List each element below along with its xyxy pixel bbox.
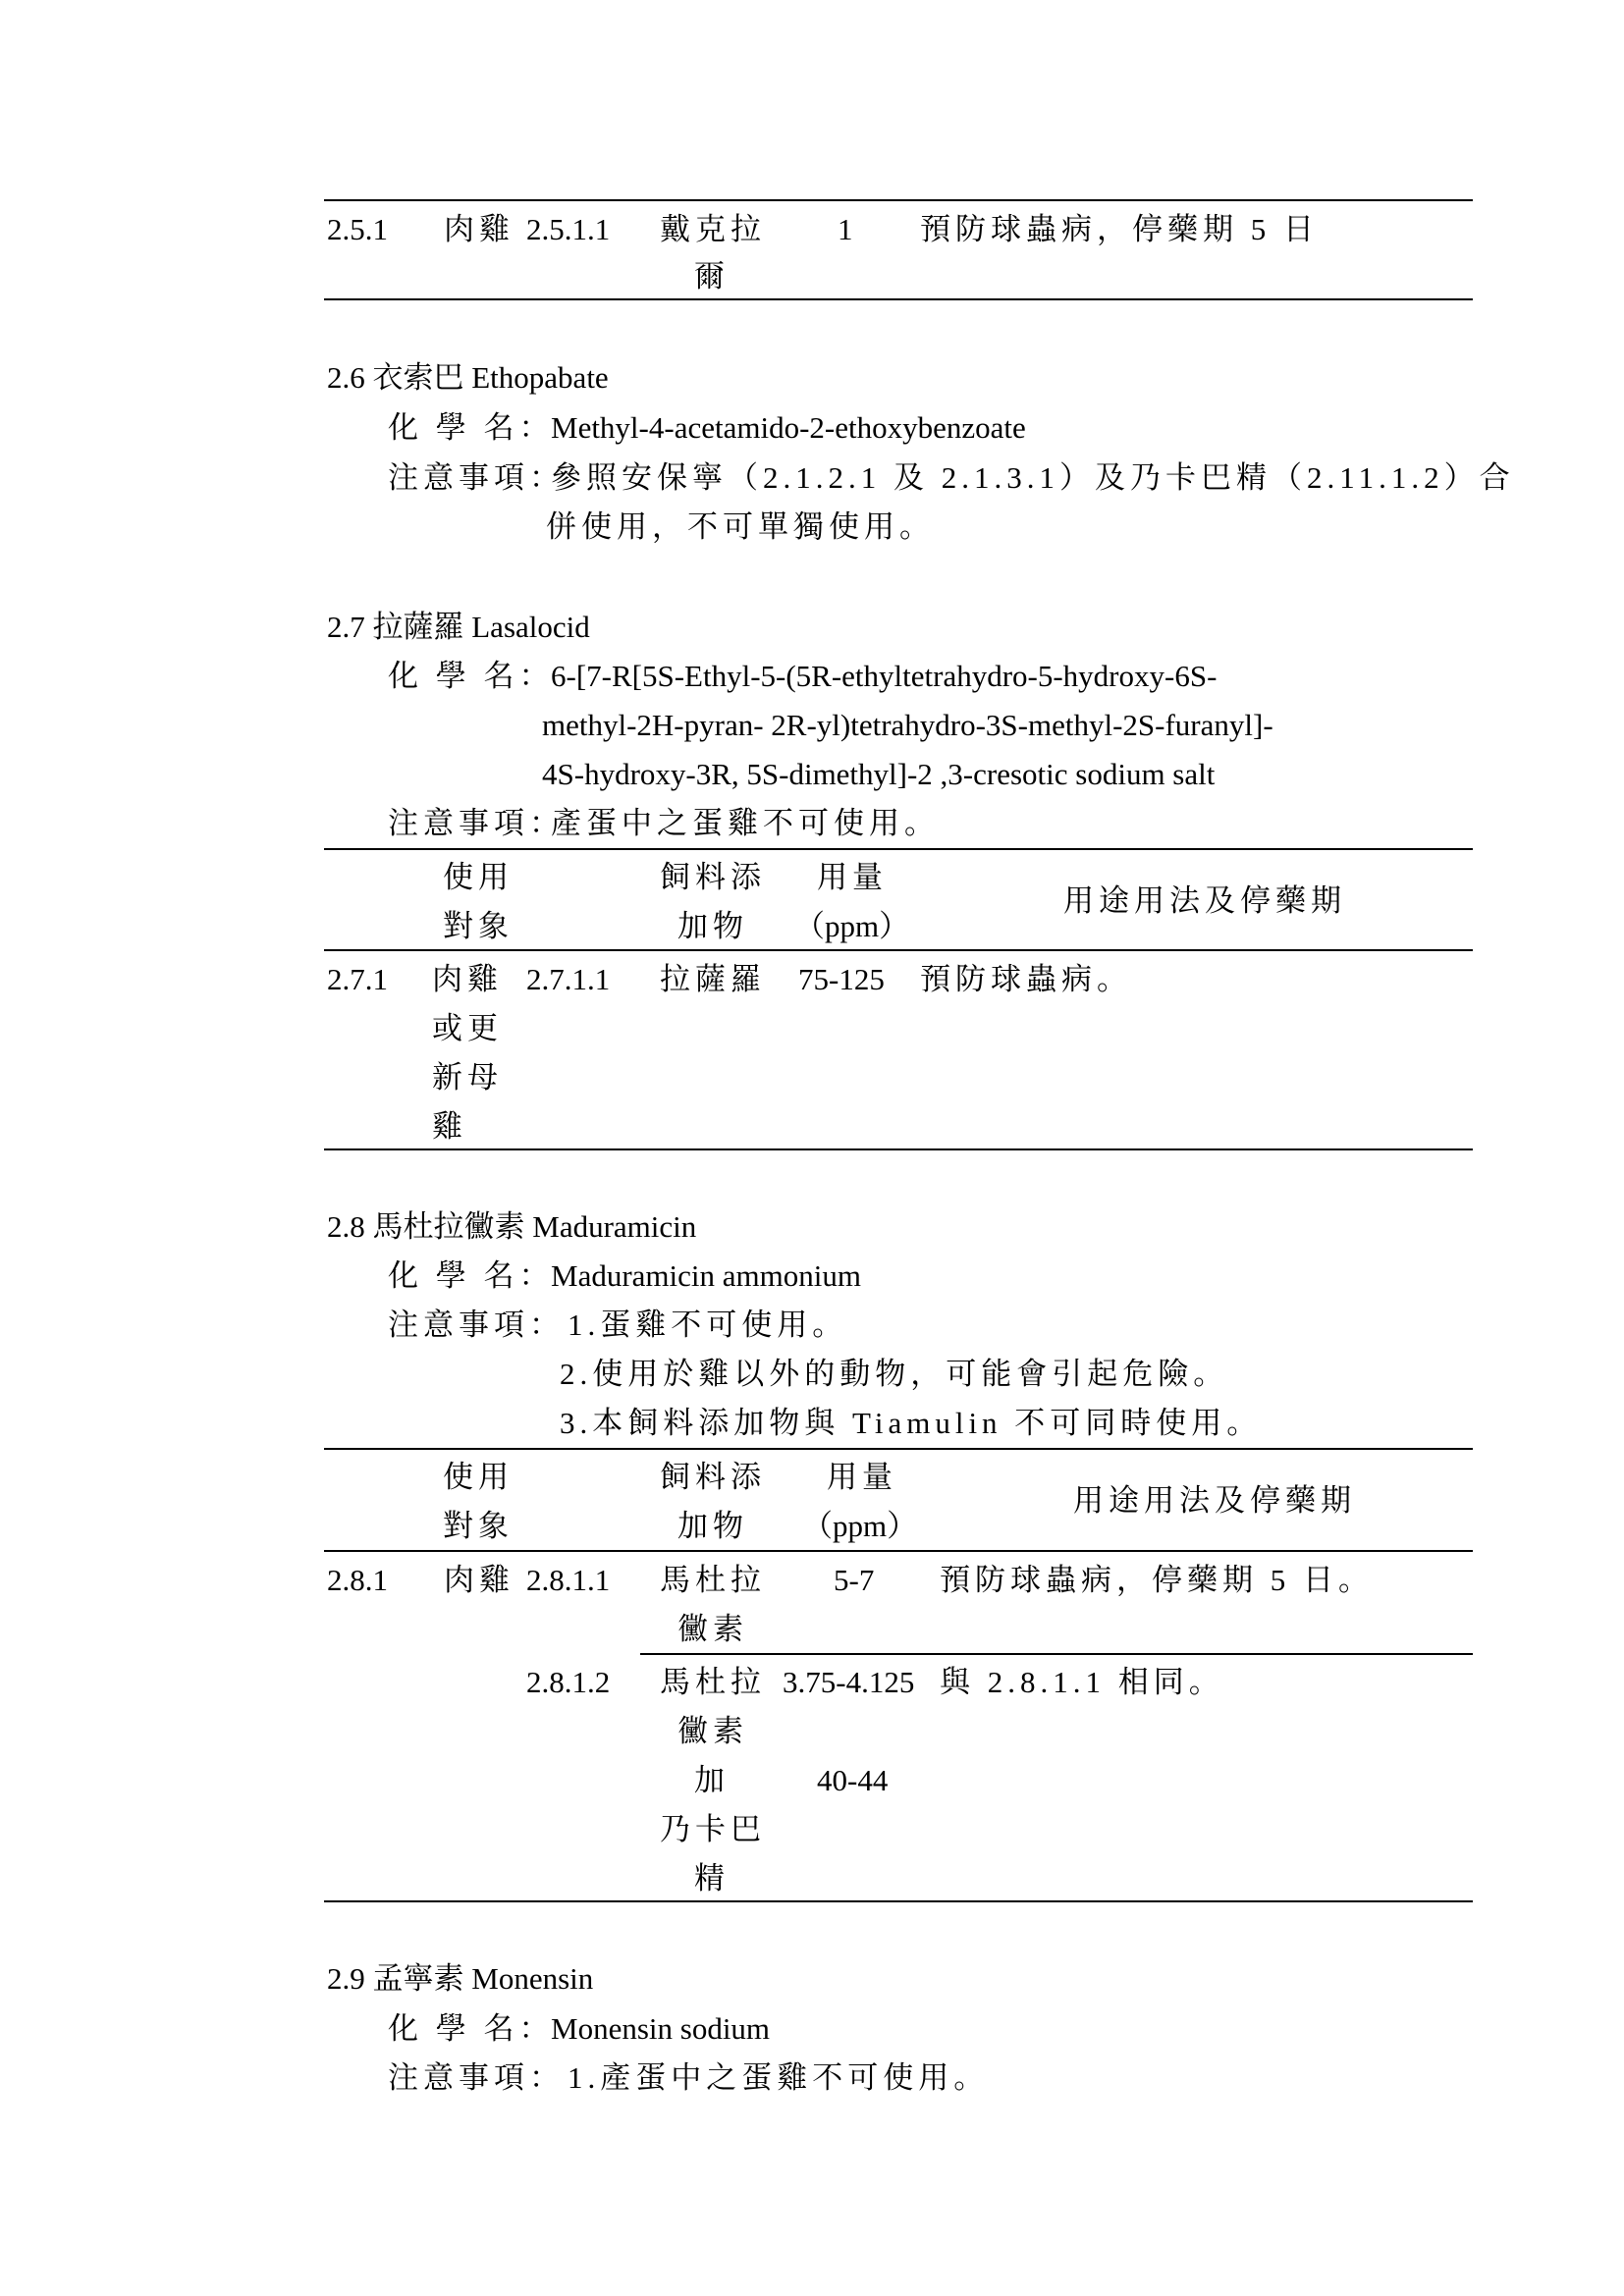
additive-cell: 馬杜拉 (660, 1563, 766, 1597)
header-dose-unit: （ppm） (794, 909, 910, 943)
section-heading: 2.6 衣索巴 Ethopabate (327, 360, 609, 395)
notes-item-3: 3.本飼料添加物與 Tiamulin 不可同時使用。 (560, 1406, 1263, 1440)
notes-item-1: 1.蛋雞不可使用。 (568, 1308, 848, 1342)
sub-id: 2.8.1.2 (526, 1665, 611, 1699)
additive-cell-line4: 乃卡巴 (660, 1812, 766, 1846)
notes-label: 注意事項： (388, 1308, 565, 1342)
additive-cell-line2: 黴素 (677, 1612, 748, 1646)
notes-text: 參照安保寧（2.1.2.1 及 2.1.3.1）及乃卡巴精（2.11.1.2）合 (551, 460, 1515, 495)
usage-cell: 預防球蟲病。 (920, 962, 1132, 996)
header-additive-line2: 加物 (677, 1509, 748, 1543)
additive-cell-line5: 精 (694, 1861, 725, 1896)
notes-item-1: 1.產蛋中之蛋雞不可使用。 (568, 2060, 990, 2095)
chem-name-value: Methyl-4-acetamido-2-ethoxybenzoate (551, 410, 1026, 445)
additive-cell: 戴克拉 (660, 212, 766, 246)
sub-row-rule (640, 1653, 1473, 1655)
section-heading: 2.7 拉薩羅 Lasalocid (327, 610, 590, 644)
additive-cell-line3: 加 (694, 1763, 725, 1797)
notes-item-2: 2.使用於雞以外的動物，可能會引起危險。 (560, 1357, 1229, 1391)
chem-name-label: 化 學 名： (388, 1258, 555, 1293)
table-bottom-rule (324, 1148, 1473, 1150)
target-cell-line2: 或更 (432, 1011, 503, 1045)
sub-id: 2.7.1.1 (526, 962, 611, 996)
notes-label: 注意事項： (388, 806, 565, 840)
usage-cell: 與 2.8.1.1 相同。 (940, 1665, 1224, 1699)
chem-name-value: Maduramicin ammonium (551, 1258, 861, 1293)
notes-label: 注意事項： (388, 2060, 565, 2095)
target-cell: 肉雞 (444, 212, 514, 246)
section-heading: 2.8 馬杜拉黴素 Maduramicin (327, 1209, 697, 1244)
dose-cell: 5-7 (834, 1563, 875, 1597)
header-dose: 用量 (817, 860, 888, 894)
chem-name-label: 化 學 名： (388, 2011, 555, 2046)
table-top-rule (324, 199, 1473, 201)
header-target: 使用 (443, 1460, 514, 1494)
target-cell: 肉雞 (444, 1563, 514, 1597)
target-cell-line3: 新母 (432, 1060, 503, 1095)
table-top-rule (324, 1448, 1473, 1450)
header-rule (324, 1550, 1473, 1552)
dose-cell-second: 40-44 (817, 1763, 889, 1797)
header-target-line2: 對象 (443, 909, 514, 943)
additive-cell-line2: 爾 (694, 259, 725, 294)
header-target: 使用 (443, 860, 514, 894)
row-id: 2.7.1 (327, 962, 388, 996)
table-bottom-rule (324, 1900, 1473, 1902)
chem-name-value-line3: 4S-hydroxy-3R, 5S-dimethyl]-2 ,3-cresotic sodium salt (542, 757, 1216, 791)
sub-id: 2.5.1.1 (526, 212, 611, 246)
section-heading: 2.9 孟寧素 Monensin (327, 1961, 594, 1996)
sub-id: 2.8.1.1 (526, 1563, 611, 1597)
row-id: 2.8.1 (327, 1563, 388, 1597)
chem-name-value: 6-[7-R[5S-Ethyl-5-(5R-ethyltetrahydro-5-hydroxy-6S- (551, 659, 1218, 693)
chem-name-value-line2: methyl-2H-pyran- 2R-yl)tetrahydro-3S-methyl-2S-furanyl]- (542, 708, 1273, 742)
notes-label: 注意事項： (388, 460, 565, 495)
notes-text-line2: 併使用，不可單獨使用。 (546, 509, 935, 544)
header-dose: 用量 (827, 1460, 897, 1494)
header-additive: 飼料添 (660, 1460, 766, 1494)
header-additive-line2: 加物 (677, 909, 748, 943)
chem-name-label: 化 學 名： (388, 410, 555, 445)
chem-name-label: 化 學 名： (388, 659, 555, 693)
header-rule (324, 949, 1473, 951)
additive-cell: 拉薩羅 (660, 962, 766, 996)
header-dose-unit: （ppm） (802, 1509, 918, 1543)
header-additive: 飼料添 (660, 860, 766, 894)
additive-cell: 馬杜拉 (660, 1665, 766, 1699)
header-target-line2: 對象 (443, 1509, 514, 1543)
additive-cell-line2: 黴素 (677, 1714, 748, 1748)
dose-cell: 1 (838, 212, 853, 246)
table-bottom-rule (324, 298, 1473, 300)
row-id: 2.5.1 (327, 212, 388, 246)
dose-cell: 3.75-4.125 (783, 1665, 915, 1699)
dose-cell: 75-125 (798, 962, 885, 996)
table-top-rule (324, 848, 1473, 850)
header-usage: 用途用法及停藥期 (1063, 883, 1346, 918)
usage-cell: 預防球蟲病，停藥期 5 日。 (940, 1563, 1374, 1597)
usage-cell: 預防球蟲病，停藥期 5 日 (920, 212, 1319, 246)
chem-name-value: Monensin sodium (551, 2011, 771, 2046)
target-cell-line4: 雞 (432, 1109, 462, 1144)
header-usage: 用途用法及停藥期 (1073, 1483, 1356, 1518)
notes-text: 產蛋中之蛋雞不可使用。 (551, 806, 940, 840)
target-cell: 肉雞 (432, 962, 503, 996)
